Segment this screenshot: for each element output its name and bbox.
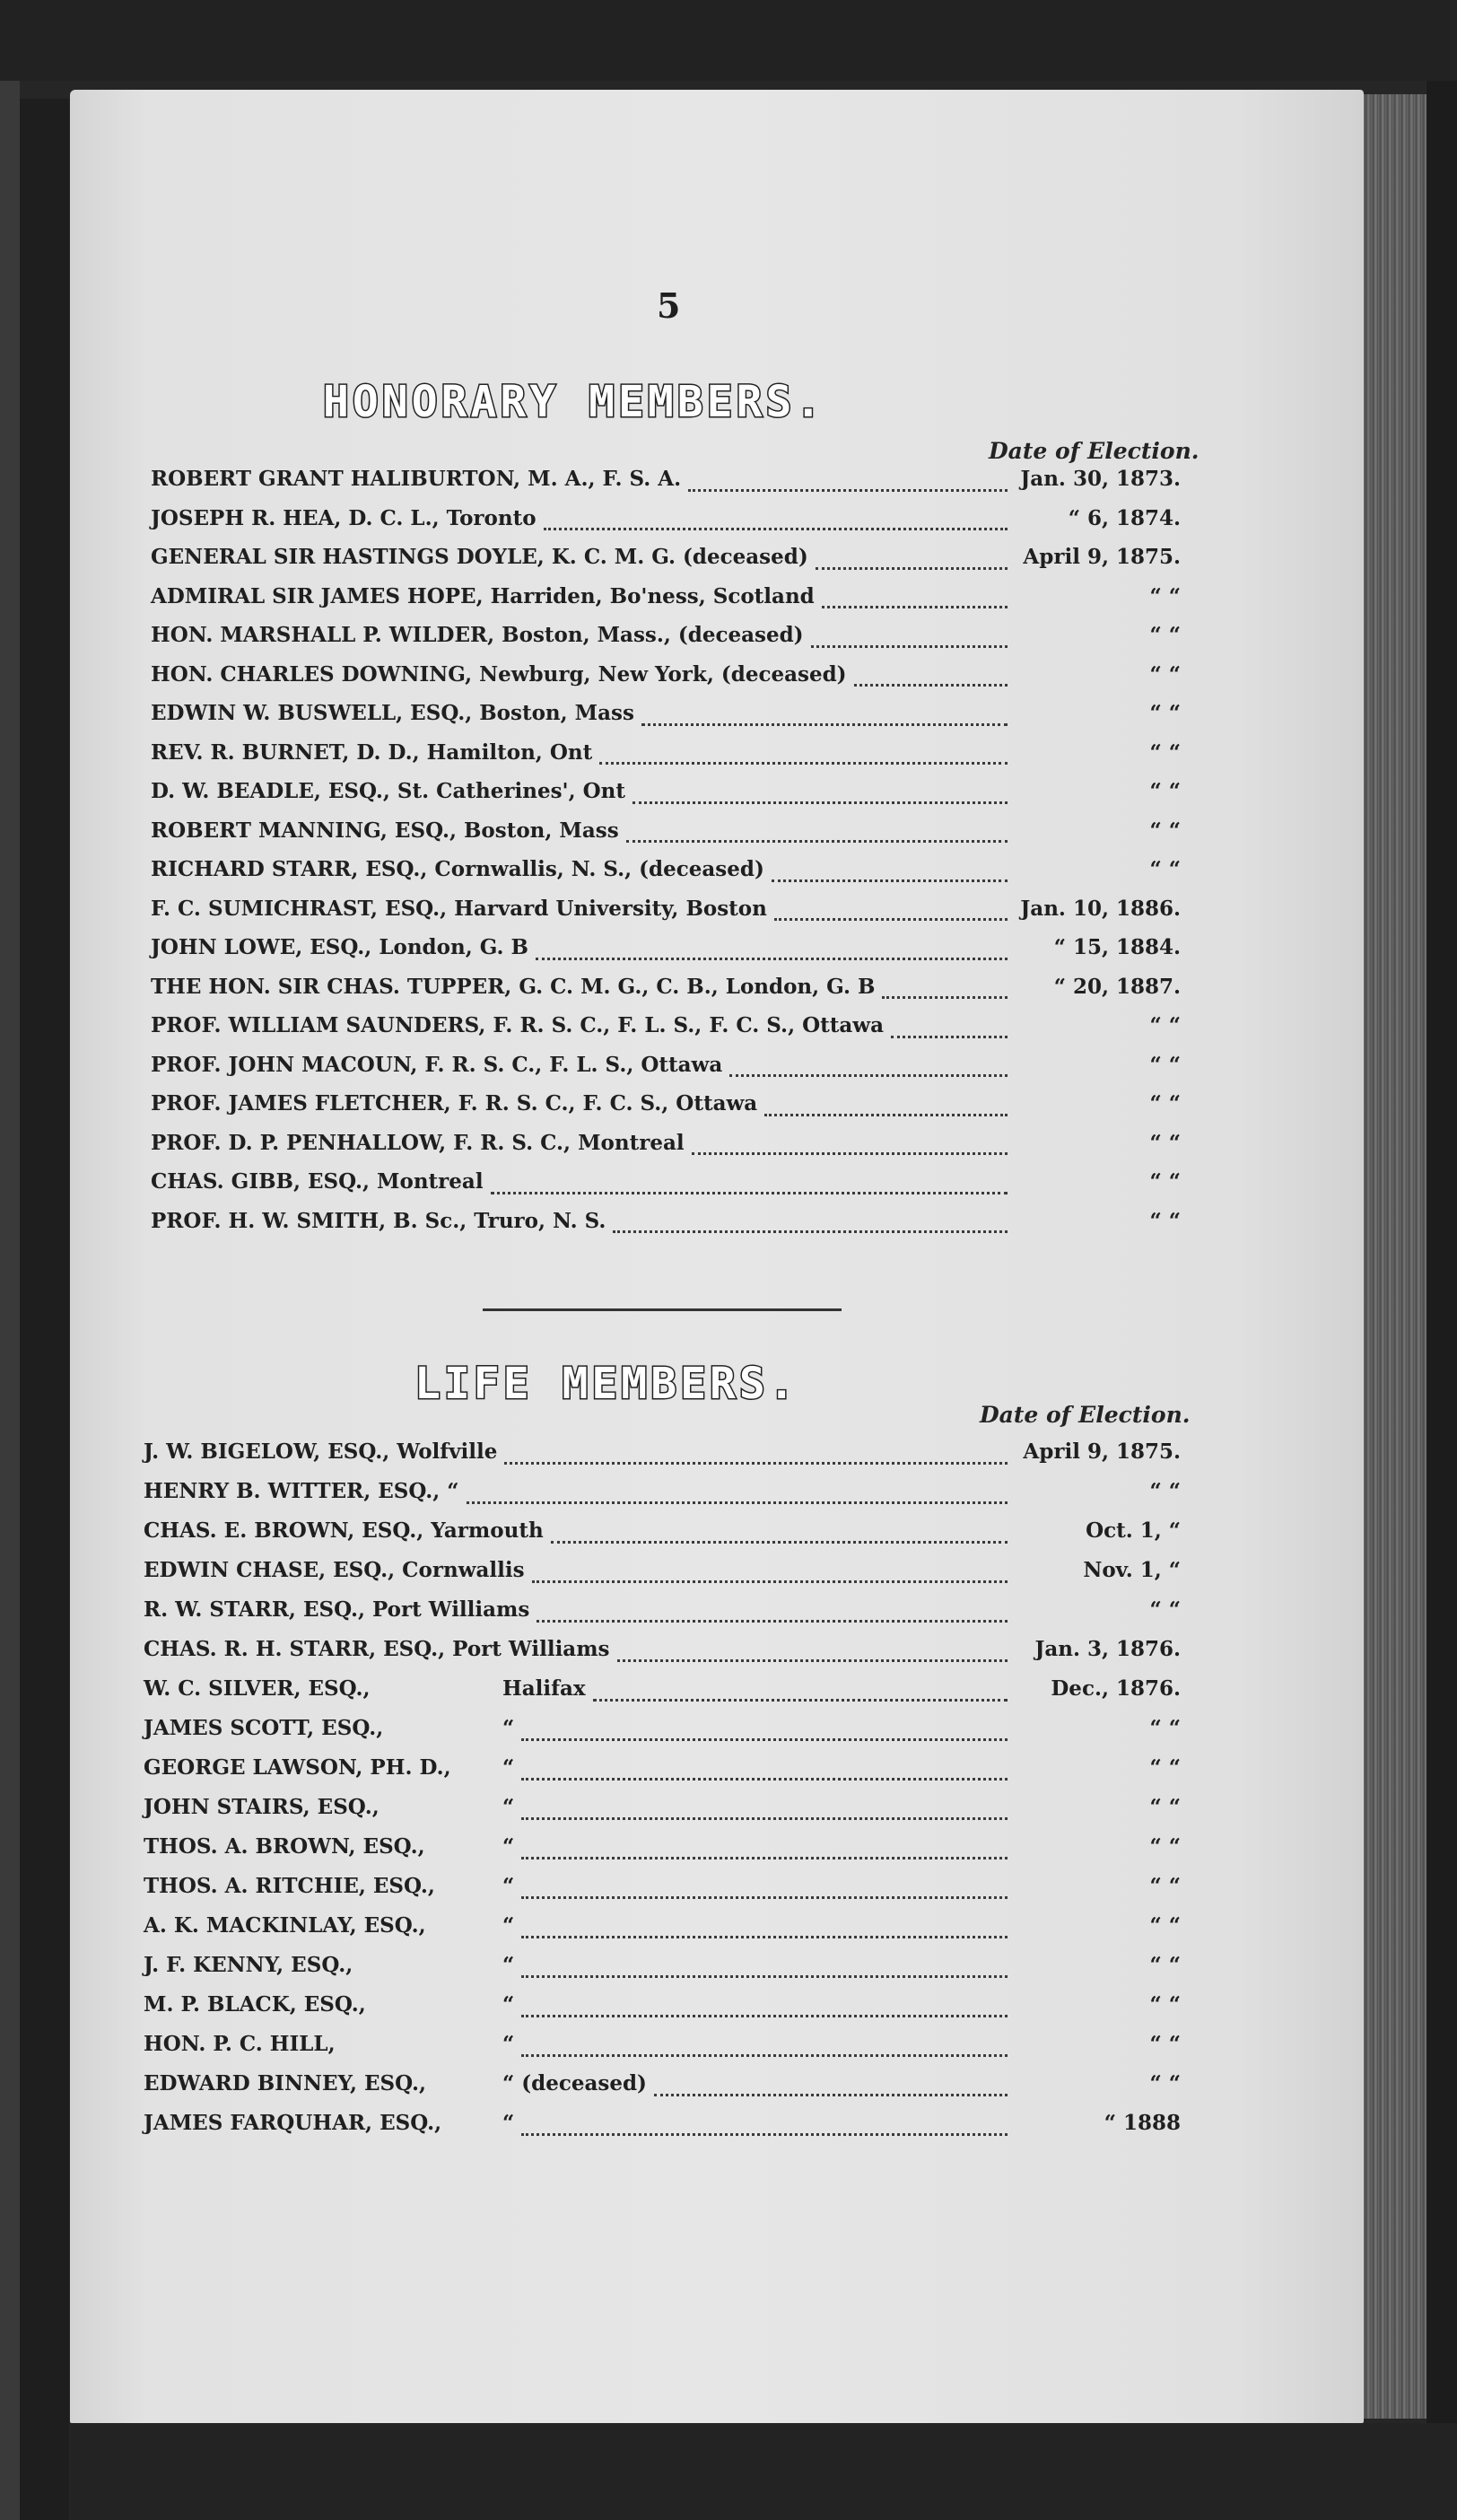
dot-leader	[521, 2054, 1008, 2057]
dot-leader	[688, 489, 1008, 492]
election-date: Jan. 10, 1886.	[1020, 896, 1181, 921]
life-member-row	[144, 2071, 1181, 2107]
dot-leader	[467, 1501, 1008, 1504]
life-member-row	[144, 1558, 1181, 1594]
election-date: “ “	[1149, 1091, 1181, 1116]
member-name: HON. P. C. HILL,	[144, 2032, 336, 2056]
member-name: JAMES FARQUHAR, ESQ.,	[144, 2111, 442, 2135]
member-name: CHAS. R. H. STARR, ESQ., Port Williams	[144, 1637, 610, 1661]
member-place: “	[502, 1795, 515, 1819]
life-member-row	[144, 1874, 1181, 1910]
election-date: “ 15, 1884.	[1053, 935, 1181, 959]
election-date: “ “	[1149, 2071, 1181, 2096]
dot-leader	[633, 801, 1008, 804]
honorary-member-row	[151, 701, 1181, 737]
election-date: “ “	[1149, 1130, 1181, 1155]
dot-leader	[891, 1036, 1008, 1038]
dot-leader	[537, 1620, 1008, 1623]
life-member-row	[144, 1992, 1181, 2028]
dot-leader	[764, 1114, 1008, 1116]
dot-leader	[593, 1699, 1008, 1702]
election-date: “ “	[1149, 818, 1181, 843]
dot-leader	[641, 723, 1008, 726]
member-name: REV. R. BURNET, D. D., Hamilton, Ont	[151, 739, 593, 765]
dot-leader	[521, 1975, 1008, 1978]
member-place: Halifax	[502, 1676, 586, 1701]
dot-leader	[521, 1896, 1008, 1899]
member-name: PROF. D. P. PENHALLOW, F. R. S. C., Montreal	[151, 1130, 685, 1155]
member-name: ADMIRAL SIR JAMES HOPE, Harriden, Bo'ness, Scotland	[151, 583, 815, 608]
member-name: THE HON. SIR CHAS. TUPPER, G. C. M. G., C. B., London, G. B	[151, 974, 876, 999]
dot-leader	[521, 1936, 1008, 1938]
honorary-member-row	[151, 545, 1181, 581]
life-member-row	[144, 1518, 1181, 1554]
life-member-row	[144, 2032, 1181, 2068]
election-date: Oct. 1, “	[1086, 1518, 1181, 1543]
dot-leader	[617, 1659, 1008, 1662]
member-name: A. K. MACKINLAY, ESQ.,	[144, 1913, 426, 1938]
honorary-date-header: Date of Election.	[989, 438, 1200, 464]
life-member-row	[144, 2111, 1181, 2147]
member-name: J. W. BIGELOW, ESQ., Wolfville	[144, 1439, 498, 1464]
page-number: 5	[657, 285, 681, 326]
honorary-member-row	[151, 1013, 1181, 1049]
election-date: “ “	[1149, 1597, 1181, 1622]
member-name: HON. CHARLES DOWNING, Newburg, New York, (deceased)	[151, 661, 847, 687]
dot-leader	[882, 996, 1008, 999]
honorary-member-row	[151, 935, 1181, 971]
member-place: “	[502, 1716, 515, 1740]
dot-leader	[729, 1074, 1008, 1077]
honorary-members-title: HONORARY MEMBERS.	[323, 377, 825, 427]
dot-leader	[536, 958, 1008, 960]
life-member-row	[144, 1676, 1181, 1712]
life-member-row	[144, 1479, 1181, 1515]
member-name: PROF. JAMES FLETCHER, F. R. S. C., F. C. S., Ottawa	[151, 1091, 758, 1116]
member-name: RICHARD STARR, ESQ., Cornwallis, N. S., (deceased)	[151, 857, 764, 881]
election-date: “ “	[1149, 779, 1181, 803]
dot-leader	[544, 528, 1008, 530]
election-date: “ “	[1149, 2032, 1181, 2056]
member-name: W. C. SILVER, ESQ.,	[144, 1676, 371, 1701]
member-name: GENERAL SIR HASTINGS DOYLE, K. C. M. G. (deceased)	[151, 545, 808, 569]
election-date: “ 20, 1887.	[1053, 974, 1181, 999]
honorary-member-row	[151, 779, 1181, 815]
election-date: “ “	[1149, 701, 1181, 725]
honorary-member-row	[151, 662, 1181, 698]
life-member-row	[144, 1716, 1181, 1752]
life-member-row	[144, 1795, 1181, 1831]
member-name: PROF. H. W. SMITH, B. Sc., Truro, N. S.	[151, 1208, 606, 1233]
member-place: “	[502, 1913, 515, 1938]
election-date: April 9, 1875.	[1023, 545, 1181, 569]
election-date: “ “	[1149, 623, 1181, 647]
scan-border-top	[0, 0, 1457, 81]
life-member-row	[144, 1755, 1181, 1791]
honorary-member-row	[151, 897, 1181, 932]
member-name: D. W. BEADLE, ESQ., St. Catherines', Ont	[151, 779, 625, 803]
member-name: PROF. WILLIAM SAUNDERS, F. R. S. C., F. L. S., F. C. S., Ottawa	[151, 1013, 884, 1037]
election-date: “ “	[1149, 1208, 1181, 1233]
member-name: JOHN STAIRS, ESQ.,	[144, 1795, 380, 1819]
election-date: Jan. 30, 1873.	[1020, 467, 1181, 491]
dot-leader	[654, 2094, 1008, 2096]
life-member-row	[144, 1637, 1181, 1673]
honorary-member-row	[151, 467, 1181, 503]
honorary-member-row	[151, 818, 1181, 854]
member-name: F. C. SUMICHRAST, ESQ., Harvard University, Boston	[151, 896, 767, 921]
dot-leader	[692, 1152, 1008, 1155]
election-date: “ “	[1149, 1874, 1181, 1898]
member-place: “	[502, 1992, 515, 2017]
member-name: JOHN LOWE, ESQ., London, G. B	[151, 935, 528, 959]
member-name: R. W. STARR, ESQ., Port Williams	[144, 1597, 530, 1622]
member-place: “	[502, 1834, 515, 1859]
member-place: “ (deceased)	[502, 2071, 647, 2096]
dot-leader	[521, 1817, 1008, 1820]
life-date-header: Date of Election.	[980, 1402, 1191, 1428]
election-date: “ “	[1149, 1795, 1181, 1819]
member-name: ROBERT GRANT HALIBURTON, M. A., F. S. A.	[151, 467, 682, 491]
election-date: Nov. 1, “	[1083, 1558, 1181, 1582]
election-date: “ 1888	[1104, 2111, 1181, 2135]
scan-border-bottom	[70, 2423, 1457, 2520]
dot-leader	[521, 2133, 1008, 2136]
life-member-row	[144, 1597, 1181, 1633]
dot-leader	[521, 1738, 1008, 1741]
honorary-member-row	[151, 623, 1181, 659]
dot-leader	[822, 606, 1008, 608]
election-date: “ 6, 1874.	[1068, 505, 1181, 530]
dot-leader	[521, 1857, 1008, 1859]
member-name: PROF. JOHN MACOUN, F. R. S. C., F. L. S., Ottawa	[151, 1052, 723, 1077]
scan-border-left	[0, 81, 20, 2520]
dot-leader	[521, 2015, 1008, 2017]
scan-border-right	[1426, 81, 1457, 2520]
honorary-member-row	[151, 1091, 1181, 1127]
honorary-member-row	[151, 975, 1181, 1011]
honorary-member-row	[151, 1169, 1181, 1205]
dot-leader	[613, 1230, 1008, 1233]
dot-leader	[626, 840, 1008, 843]
dot-leader	[491, 1192, 1008, 1194]
election-date: “ “	[1149, 1992, 1181, 2017]
election-date: Dec., 1876.	[1051, 1676, 1181, 1701]
honorary-member-row	[151, 1053, 1181, 1089]
member-name: EDWARD BINNEY, ESQ.,	[144, 2071, 427, 2096]
member-name: JOSEPH R. HEA, D. C. L., Toronto	[151, 505, 537, 530]
member-place: “	[502, 2032, 515, 2056]
member-name: THOS. A. BROWN, ESQ.,	[144, 1834, 425, 1859]
member-name: GEORGE LAWSON, PH. D.,	[144, 1755, 451, 1780]
election-date: “ “	[1149, 1013, 1181, 1037]
election-date: “ “	[1149, 1953, 1181, 1977]
dot-leader	[772, 879, 1008, 882]
honorary-member-row	[151, 584, 1181, 620]
life-members-title: LIFE MEMBERS.	[414, 1359, 798, 1409]
member-place: “	[502, 2111, 515, 2135]
election-date: “ “	[1149, 1913, 1181, 1938]
life-member-row	[144, 1913, 1181, 1949]
honorary-member-row	[151, 506, 1181, 542]
election-date: “ “	[1149, 1755, 1181, 1780]
honorary-member-row	[151, 1131, 1181, 1167]
election-date: “ “	[1149, 857, 1181, 881]
page-edge-stack	[1364, 94, 1426, 2419]
member-place: “	[502, 1953, 515, 1977]
election-date: Jan. 3, 1876.	[1034, 1637, 1181, 1661]
election-date: “ “	[1149, 661, 1181, 687]
life-member-row	[144, 1439, 1181, 1475]
dot-leader	[774, 918, 1008, 921]
life-member-row	[144, 1953, 1181, 1989]
member-name: CHAS. E. BROWN, ESQ., Yarmouth	[144, 1518, 544, 1543]
member-place: “	[502, 1755, 515, 1780]
election-date: “ “	[1149, 1052, 1181, 1077]
member-name: JAMES SCOTT, ESQ.,	[144, 1716, 384, 1740]
dot-leader	[504, 1462, 1008, 1465]
member-place: “	[502, 1874, 515, 1898]
life-member-row	[144, 1834, 1181, 1870]
election-date: “ “	[1149, 1479, 1181, 1503]
member-name: HON. MARSHALL P. WILDER, Boston, Mass., (deceased)	[151, 623, 804, 647]
dot-leader	[816, 567, 1008, 570]
dot-leader	[854, 684, 1008, 687]
dot-leader	[811, 645, 1008, 648]
dot-leader	[551, 1541, 1008, 1544]
member-name: EDWIN W. BUSWELL, ESQ., Boston, Mass	[151, 701, 634, 725]
section-divider	[483, 1308, 842, 1311]
honorary-member-row	[151, 1209, 1181, 1245]
election-date: “ “	[1149, 1169, 1181, 1194]
member-name: THOS. A. RITCHIE, ESQ.,	[144, 1874, 435, 1898]
election-date: April 9, 1875.	[1023, 1439, 1181, 1464]
book-gutter	[20, 99, 69, 2520]
member-name: EDWIN CHASE, ESQ., Cornwallis	[144, 1558, 525, 1582]
honorary-member-row	[151, 740, 1181, 776]
election-date: “ “	[1149, 1716, 1181, 1740]
member-name: M. P. BLACK, ESQ.,	[144, 1992, 366, 2017]
dot-leader	[521, 1778, 1008, 1781]
honorary-member-row	[151, 857, 1181, 893]
election-date: “ “	[1149, 1834, 1181, 1859]
dot-leader	[532, 1580, 1008, 1583]
member-name: CHAS. GIBB, ESQ., Montreal	[151, 1169, 484, 1194]
member-name: HENRY B. WITTER, ESQ., “	[144, 1479, 459, 1503]
dot-leader	[599, 762, 1008, 765]
election-date: “ “	[1149, 583, 1181, 608]
election-date: “ “	[1149, 739, 1181, 765]
member-name: J. F. KENNY, ESQ.,	[144, 1953, 353, 1977]
member-name: ROBERT MANNING, ESQ., Boston, Mass	[151, 818, 619, 843]
